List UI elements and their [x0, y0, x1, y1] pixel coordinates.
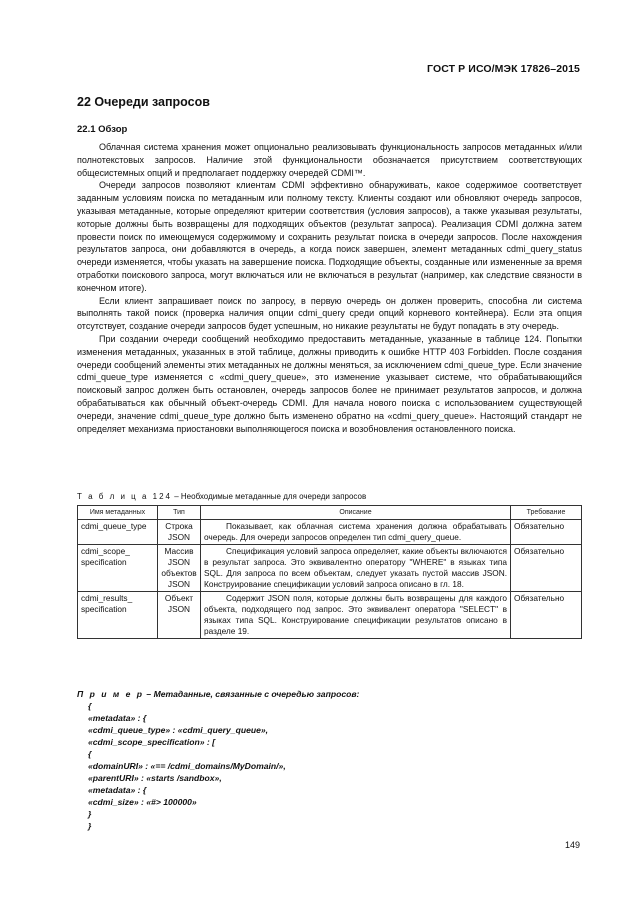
- table-row: [78, 592, 582, 639]
- section-title: 22 Очереди запросов: [77, 95, 210, 109]
- cell-description-text: Показывает, как облачная система хранения должна обрабатывать очередь. Для очереди запросов определен тип cdmi_query_queue.: [204, 521, 507, 542]
- cell-requirement: Обязательно: [511, 520, 582, 545]
- table-row: [78, 545, 582, 592]
- cell-description: [201, 520, 511, 545]
- cell-type: Строка JSON: [158, 520, 201, 545]
- example-code: [77, 700, 359, 832]
- code-line: }: [88, 809, 92, 819]
- body-text: [77, 141, 582, 435]
- example-label: П р и м е р: [77, 689, 145, 699]
- cell-description-text: Спецификация условий запроса определяет, какие объекты включаются в результат запроса. Это эквивалентно оператору "WHERE" в языках типа SQL. Для запроса по всем объектам, следует указать пустой массив JSON. Конструирование спецификации условий запроса описано в гл. 18.: [204, 546, 507, 589]
- page-number: 149: [564, 840, 580, 850]
- cell-description: [201, 592, 511, 639]
- cell-description: [201, 545, 511, 592]
- code-line: «cdmi_scope_specification» : [: [88, 737, 216, 747]
- example-title: [77, 688, 359, 700]
- example-title-text: – Метаданные, связанные с очередью запросов:: [144, 689, 360, 699]
- standard-header: ГОСТ Р ИСО/МЭК 17826–2015: [427, 63, 580, 75]
- code-line: «domainURI» : «== /cdmi_domains/MyDomain/»,: [88, 761, 286, 771]
- code-line: {: [88, 701, 92, 711]
- table-caption-text: – Необходимые метаданные для очереди запросов: [172, 492, 367, 501]
- code-line: «metadata» : {: [88, 785, 147, 795]
- paragraph: Если клиент запрашивает поиск по запросу, в первую очередь он должен проверить, способна ли система выполнять такой поиск (проверка наличия опции cdmi_query среди опций корневого контейнера). Если эта опция отсутствует, создание очереди запросов будет успешным, но никакие результаты не будут попадать в эту очередь.: [77, 295, 582, 332]
- table-caption-label: Т а б л и ц а 124: [77, 492, 172, 501]
- paragraph: При создании очереди сообщений необходимо предоставить метаданные, указанные в таблице 124. Попытки изменения метаданных, указанных в этой таблице, должны приводить к ошибке HTTP 403 Forbidden. После создания очереди сообщений элементы этих метаданных не должны меняться, за исключением cdmi_queue_type. Если значение cdmi_queue_type изменяется с «cdmi_query_queue», это изменение указывает системе, что обрабатывающийся поисковый запрос должен быть остановлен, очередь запросов более не принимает результатов запросов, и должна обрабатываться как обычный объект-очередь CDMI. Для начала нового поиска с использованием существующей очереди, значение cdmi_queue_type должно быть изменено обратно на «cdmi_query_queue». Настоящий стандарт не определяет механизма приостановки выполняющегося поиска и возобновления остановленного поиска.: [77, 333, 582, 434]
- code-line: «cdmi_size» : «#> 100000»: [88, 797, 197, 807]
- table-caption: [77, 492, 366, 501]
- header-description: Описание: [201, 506, 511, 520]
- code-line: «metadata» : {: [88, 713, 147, 723]
- cell-type: Массив JSON объектов JSON: [158, 545, 201, 592]
- paragraph: Очереди запросов позволяют клиентам CDMI эффективно обнаруживать, какое содержимое соответствует заданным условиям поиска по метаданным или полному тексту. Клиенты создают или обновляют очередь запросов, указывая метаданные, которые определяют критерии соответствия (условия запросов), а также указывая результаты, которые должны быть возвращены для подходящих объектов (результат запроса). Реализация CDMI должна затем провести поиск по имеющемуся содержимому и сохранить результат поиска в очереди запросов. После нахождения результатов запроса, они добавляются в очередь, а когда поиск завершен, элемент метаданных cdmi_query_status очереди изменяется, чтобы указать на завершение поиска. Подходящие объекты, созданные или измененные за время отработки поискового запроса, могут включаться или не включаться в результат (например, как следствие связности в конечном итоге).: [77, 180, 582, 293]
- example-block: [77, 688, 359, 832]
- cell-type: Объект JSON: [158, 592, 201, 639]
- metadata-table: [77, 505, 582, 639]
- cell-description-text: Содержит JSON поля, которые должны быть возвращены для каждого объекта, подходящего под запрос. Это эквивалент оператора "SELECT" в языках типа SQL. Конструирование спецификации результатов описано в разделе 19.: [204, 593, 507, 636]
- cell-requirement: Обязательно: [511, 592, 582, 639]
- code-line: {: [88, 749, 92, 759]
- table-row: [78, 520, 582, 545]
- header-name: Имя метаданных: [78, 506, 158, 520]
- cell-name: cdmi_results_ specification: [78, 592, 158, 639]
- cell-name: cdmi_queue_type: [78, 520, 158, 545]
- cell-name: cdmi_scope_ specification: [78, 545, 158, 592]
- code-line: «parentURI» : «starts /sandbox»,: [88, 773, 222, 783]
- code-line: }: [88, 821, 92, 831]
- paragraph: Облачная система хранения может опционально реализовывать функциональность запросов метаданных и/или полнотекстовых запросов. Наличие этой функциональности обозначается присутствием соответствующих общесистемных опций и предполагает поддержку очередей CDMI™.: [77, 142, 582, 178]
- header-type: Тип: [158, 506, 201, 520]
- table-header-row: [78, 506, 582, 520]
- subsection-title: 22.1 Обзор: [77, 124, 128, 135]
- code-line: «cdmi_queue_type» : «cdmi_query_queue»,: [88, 725, 269, 735]
- header-requirement: Требование: [511, 506, 582, 520]
- cell-requirement: Обязательно: [511, 545, 582, 592]
